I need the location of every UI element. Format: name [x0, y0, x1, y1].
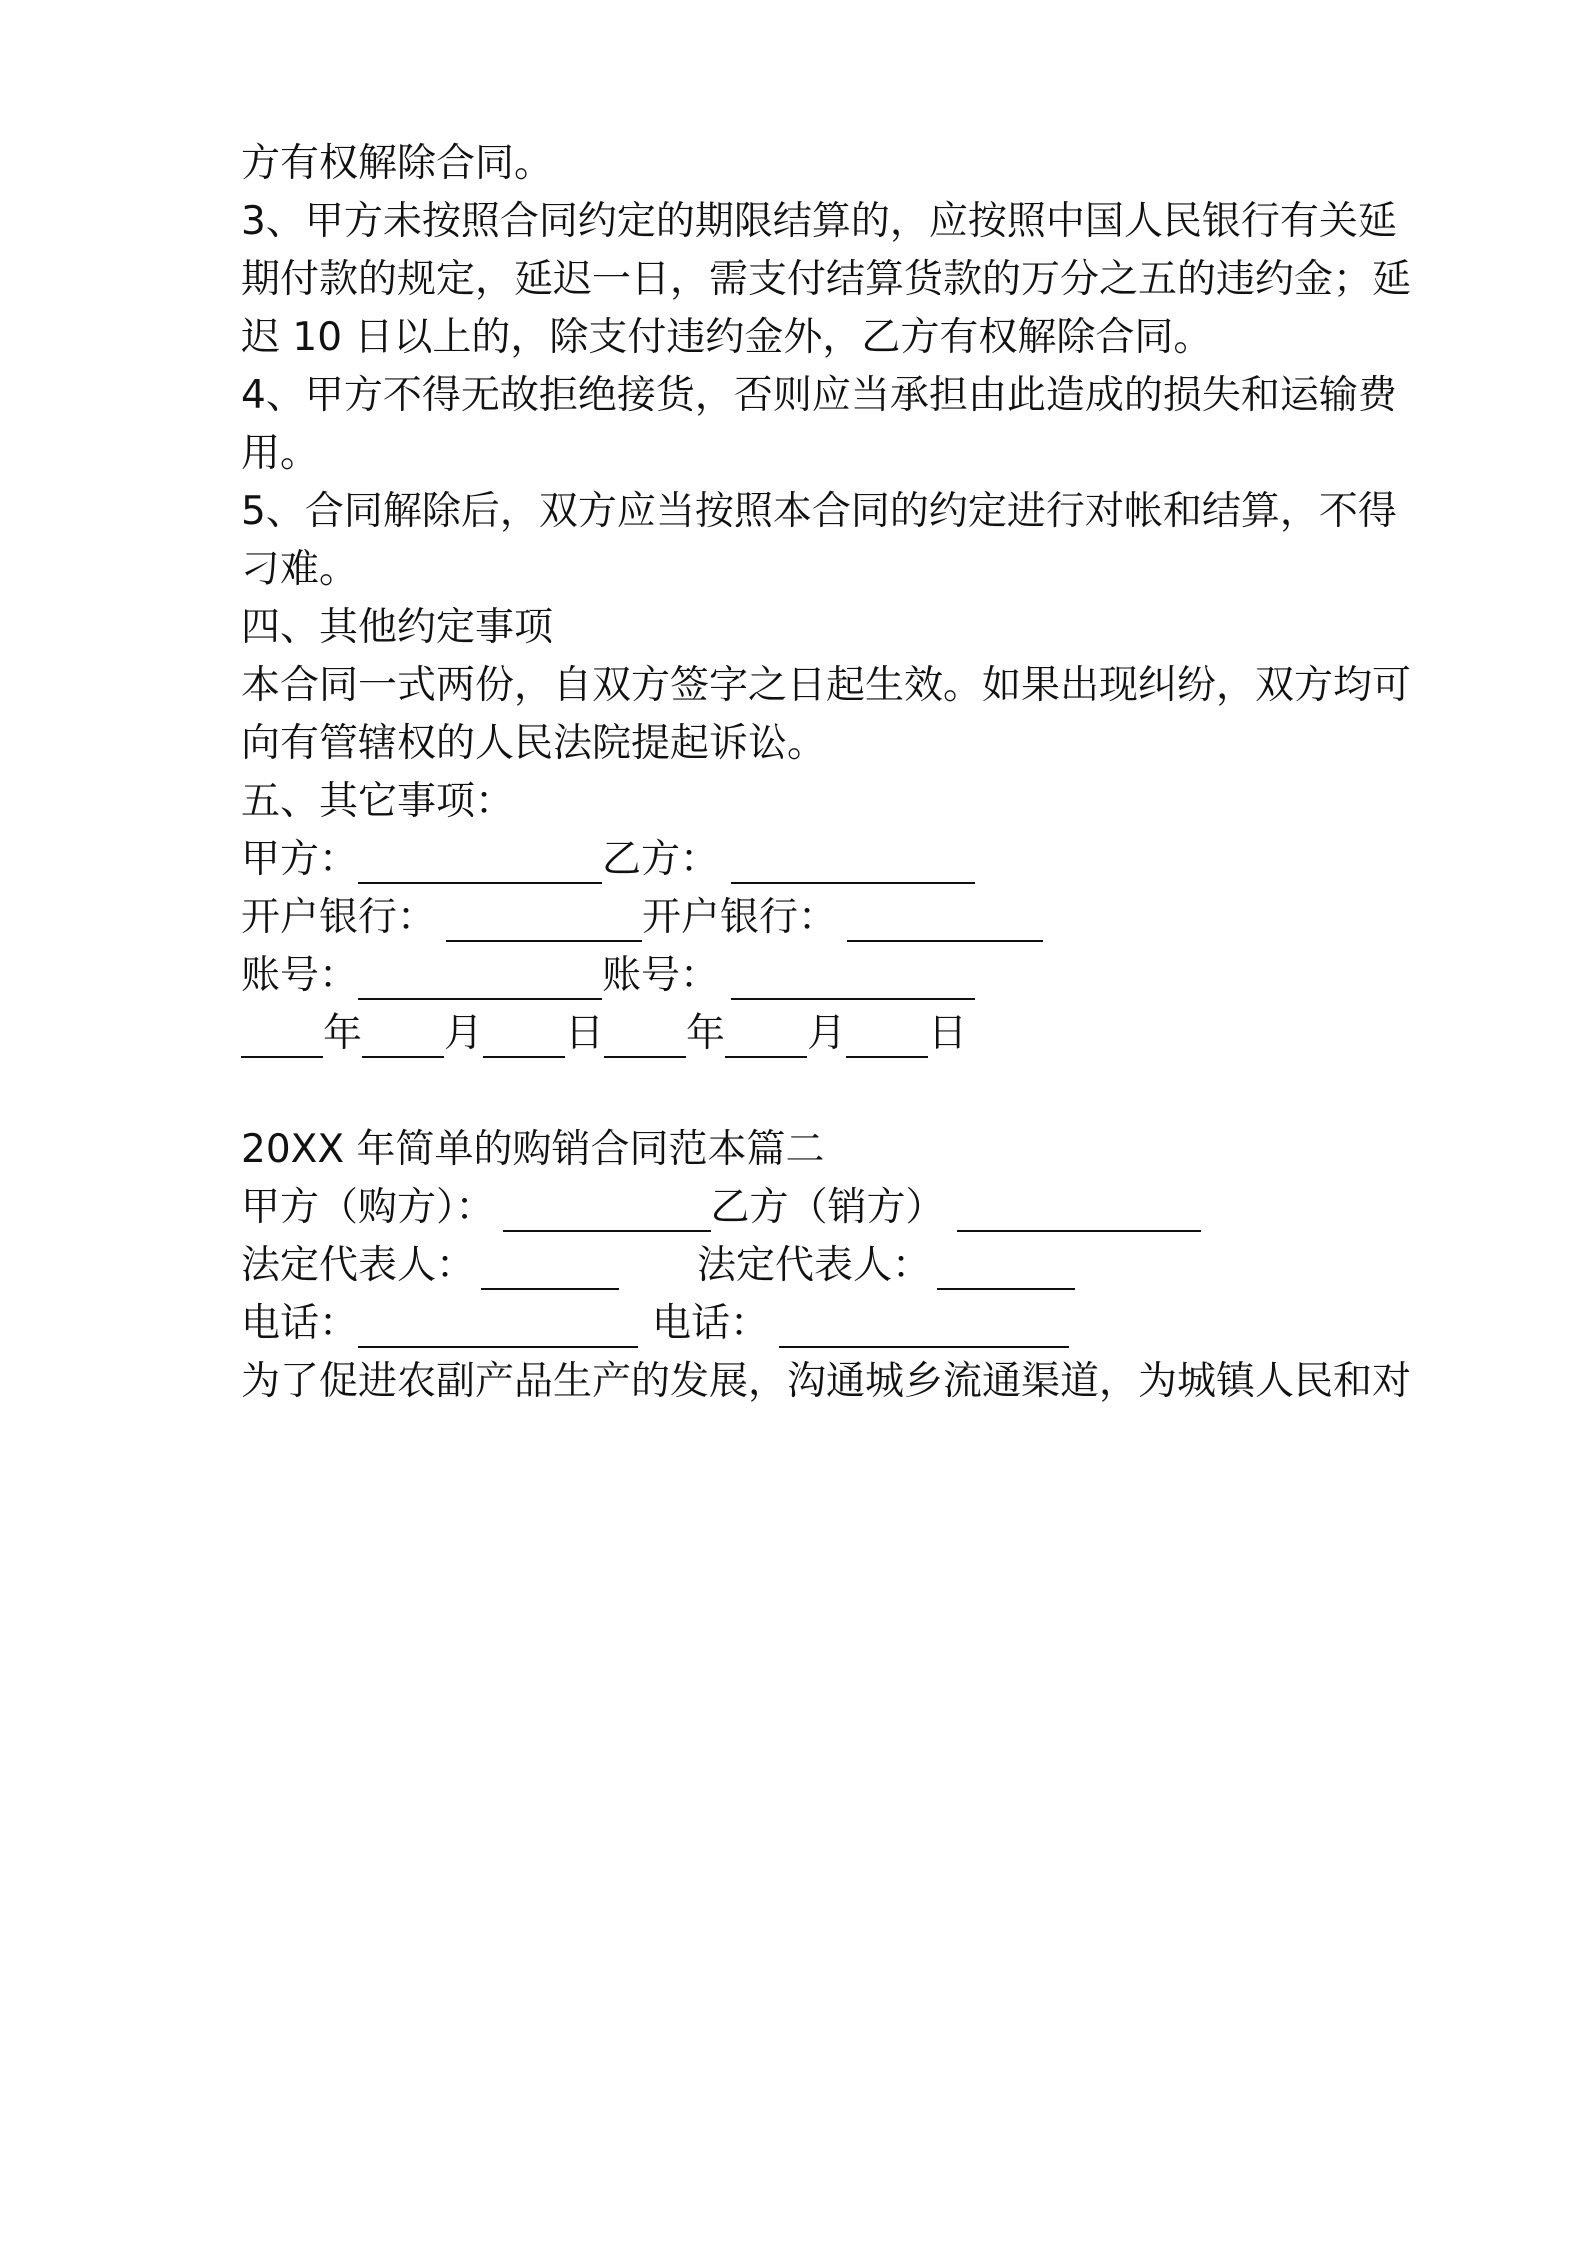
text-line: 向有管辖权的人民法院提起诉讼。 [241, 721, 827, 766]
rep-b-label: 法定代表人： [697, 1243, 932, 1288]
text-line: 3、甲方未按照合同约定的期限结算的，应按照中国人民银行有关延 [241, 199, 1397, 244]
text-line: 刁难。 [241, 547, 359, 592]
rep-b-blank[interactable] [937, 1244, 1075, 1290]
rep-a-label: 法定代表人： [241, 1243, 476, 1288]
buyer-blank[interactable] [503, 1186, 711, 1232]
phone-b-label: 电话： [652, 1301, 770, 1346]
date-b-year-blank[interactable] [604, 1012, 686, 1058]
date-year-label: 年 [686, 1011, 726, 1056]
date-day-label: 日 [928, 1011, 968, 1056]
rep-a-blank[interactable] [481, 1244, 619, 1290]
text-line: 方有权解除合同。 [241, 141, 554, 186]
date-a-day-blank[interactable] [483, 1012, 565, 1058]
section-two-parties [241, 1178, 1361, 1238]
date-year-label: 年 [323, 1011, 363, 1056]
bank-b-label: 开户银行： [642, 895, 838, 940]
signature-row-party [241, 830, 1361, 890]
date-b-day-blank[interactable] [846, 1012, 928, 1058]
section-two-representatives [241, 1236, 1361, 1296]
text-line: 期付款的规定，延迟一日，需支付结算货款的万分之五的违约金；延 [241, 257, 1412, 302]
text-line: 5、合同解除后，双方应当按照本合同的约定进行对帐和结算，不得 [241, 489, 1397, 534]
section-two-phones [241, 1294, 1361, 1354]
bank-a-blank[interactable] [446, 896, 642, 942]
bank-b-blank[interactable] [847, 896, 1043, 942]
signature-row-date [241, 1004, 1361, 1064]
party-a-label: 甲方： [241, 837, 359, 882]
account-b-label: 账号： [602, 953, 720, 998]
account-a-blank[interactable] [358, 954, 602, 1000]
party-b-blank[interactable] [731, 838, 975, 884]
account-a-label: 账号： [241, 953, 359, 998]
seller-blank[interactable] [957, 1186, 1201, 1232]
date-b-month-blank[interactable] [725, 1012, 807, 1058]
party-b-label: 乙方： [602, 837, 720, 882]
bank-a-label: 开户银行： [241, 895, 437, 940]
party-a-blank[interactable] [358, 838, 602, 884]
buyer-label: 甲方（购方）： [241, 1185, 495, 1230]
signature-row-account [241, 946, 1361, 1006]
text-line: 本合同一式两份，自双方签字之日起生效。如果出现纠纷，双方均可 [241, 663, 1412, 708]
section-two-title: 20XX 年简单的购销合同范本篇二 [241, 1127, 825, 1172]
text-line: 4、甲方不得无故拒绝接货，否则应当承担由此造成的损失和运输费 [241, 373, 1397, 418]
text-line: 为了促进农副产品生产的发展，沟通城乡流通渠道，为城镇人民和对 [241, 1359, 1412, 1404]
phone-a-blank[interactable] [358, 1302, 638, 1348]
date-month-label: 月 [807, 1011, 847, 1056]
phone-b-blank[interactable] [779, 1302, 1069, 1348]
seller-label: 乙方（销方） [710, 1185, 945, 1230]
account-b-blank[interactable] [731, 954, 975, 1000]
section-heading: 五、其它事项： [241, 779, 515, 824]
section-heading: 四、其他约定事项 [241, 605, 554, 650]
date-a-month-blank[interactable] [362, 1012, 444, 1058]
date-a-year-blank[interactable] [241, 1012, 323, 1058]
text-line: 用。 [241, 431, 320, 476]
date-day-label: 日 [565, 1011, 605, 1056]
date-month-label: 月 [444, 1011, 484, 1056]
text-line: 迟 10 日以上的，除支付违约金外，乙方有权解除合同。 [241, 315, 1213, 360]
phone-a-label: 电话： [241, 1301, 359, 1346]
signature-row-bank [241, 888, 1361, 948]
